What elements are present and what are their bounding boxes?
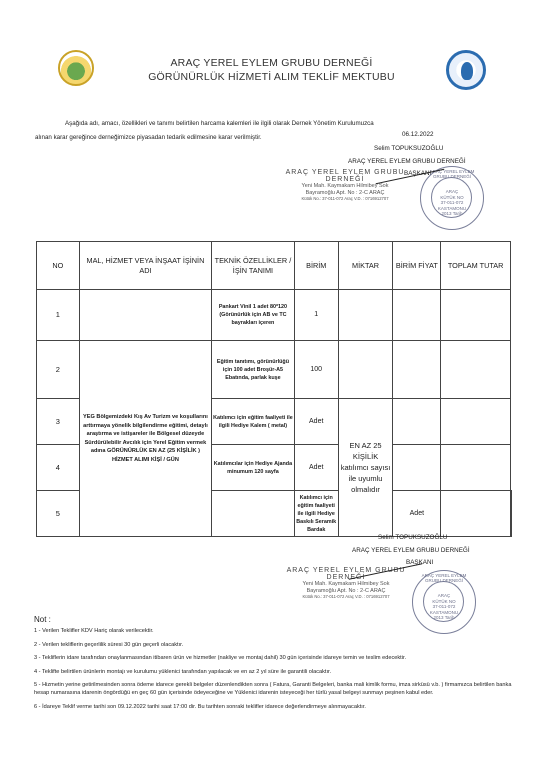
intro-line-2: alınan karar gereğince derneğimizce piyasadan tedarik edilmesine karar verilmiştir.: [35, 134, 262, 141]
notes-title: Not :: [34, 615, 51, 624]
round-stamp-bottom-ring-text: ARAÇ YEREL EYLEM GRUBU DERNEĞİ: [421, 573, 467, 583]
table-row: [37, 290, 512, 341]
row-unit: Adet: [393, 491, 441, 537]
row-no: 1: [37, 290, 80, 341]
signatory-bottom-title: BAŞKANI: [406, 559, 434, 566]
row-unit-price: [393, 341, 441, 399]
row-spec: Katılımcılar için Hediye Ajanda minumum 120 sayfa: [212, 445, 295, 491]
header-unit: BİRİM: [294, 242, 338, 290]
note-item: 6 - İdareye Teklif verme tarihi son 09.12.2022 tarihi saat 17:00 dir. Bu tarihten sonraki teklifler idarece değerlendirmeye alınmayacaktır.: [34, 703, 366, 710]
item-name-cell: YEG Bölgemizdeki Kış Av Turizm ve koşullarını arttırmaya yönelik bilgilendirme eğitimi, detaylı araştırma ve istişareler ile Bölgesel düzeyde Sürdürülebilir Avcılık için Yerel Eğitim vermek adına GÖRÜNÜRLÜK EN AZ (25 KİŞİLİK ) HİZMET ALIMI KİŞİ / GÜN: [79, 341, 211, 537]
header-qty: MİKTAR: [338, 242, 393, 290]
stamp-top-text: [275, 170, 415, 203]
stamp-bottom-tax: Kütük No.: 37-011-072 Araç V.D. : 0716912707: [302, 594, 390, 599]
row-no: 2: [37, 341, 80, 399]
stamp-top-address-2: Bayramoğlu Apt. No : 2-C ARAÇ: [305, 189, 385, 196]
notes-section: [34, 616, 524, 716]
signatory-bottom-name: Selim TOPUKSUZOĞLU: [378, 534, 448, 541]
header-total: TOPLAM TUTAR: [441, 242, 511, 290]
row-total: [511, 491, 512, 537]
row-total: [441, 399, 511, 445]
row-spec: Pankart Vinil 1 adet 80*120 (Görünürlük için AB ve TC bayrakları içeren: [212, 290, 295, 341]
row-spec: Katılımcı için eğitim faaliyeti ile ilgili Hediye Kalem ( metal): [212, 399, 295, 445]
row-unit: 1: [294, 290, 338, 341]
stamp-bottom-text: [276, 568, 416, 601]
note-item: 1 - Verilen Teklifler KDV Hariç olarak verilecektir.: [34, 628, 154, 634]
header-unit-price: BİRİM FİYAT: [393, 242, 441, 290]
document-header: [0, 56, 543, 84]
stamp-top-address-1: Yeni Mah. Kaymakam Hilmibey Sok: [301, 183, 389, 189]
row-spec: Katılımcı için eğitim faaliyeti ile ilgili Hediye Baskılı Seramik Bardak: [294, 491, 338, 537]
row-qty: [338, 290, 393, 341]
row-unit-price: [393, 399, 441, 445]
note-item: 3 - Tekliflerin idare tarafından onaylanmasından itibaren ürün ve hizmetler (nakliye ve montaj dahil) 30 gün içerisinde idareye temin ve teslim edecektir.: [34, 655, 407, 661]
merged-qty-cell: EN AZ 25 KİŞİLİK katılımcı sayısı ile uyumlu olmalıdır: [338, 399, 393, 537]
row-no: 5: [37, 491, 80, 537]
row-unit-price: [393, 445, 441, 491]
row-unit-price: [393, 290, 441, 341]
header-doc-title: GÖRÜNÜRLÜK HİZMETİ ALIM TEKLİF MEKTUBU: [148, 71, 395, 83]
stamp-bottom-name: ARAÇ YEREL EYLEM GRUBU DERNEĞİ: [286, 567, 406, 581]
intro-line-1: Aşağıda adı, amacı, özellikleri ve tanımı belirtilen harcama kalemleri ile ilgili olarak Dernek Yönetim Kurulumuzca: [65, 120, 374, 127]
round-stamp-top-ring-text: ARAÇ YEREL EYLEM GRUBU DERNEĞİ: [429, 169, 475, 179]
round-stamp-bottom-center: ARAÇ KÜTÜK NO 37-011-072 KASTAMONU 2013 Tarih: [429, 593, 459, 620]
row-total: [441, 290, 511, 341]
table-row: [37, 341, 512, 399]
stamp-top-tax: Kütük No.: 37-011-072 Araç V.D. : 0716912707: [301, 196, 389, 201]
note-item: 5 - Hizmetin yerine getirilmesinden sonra ödeme idarece gerekli belgeler düzenlendikten sonra ( Fatura, Garanti Belgeleri, banka mali kimlik formu, imza sirküsü v.b. ) firmamızca belirtilen banka hesap numarasına idarenin öngördüğü en geç 60 gün içerisinde ödeyeceğine ve Yüklenici idarenin isteyeceği her türlü yasal belgeyi sunmayı peşinen kabul eder.: [34, 682, 512, 696]
row-item-empty: [79, 290, 211, 341]
round-stamp-top-center: ARAÇ KÜTÜK NO 37-011-072 KASTAMONU 2013 Tarih: [437, 189, 467, 216]
row-qty: [338, 341, 393, 399]
row-total: [441, 445, 511, 491]
round-stamp-top: [420, 166, 484, 230]
note-item: 4 - Teklifte belirtilen ürünlerin montajı ve kurulumu yüklenici tarafından yapılacak ve en az 2 yıl süre ile garantili olacaktır.: [34, 668, 332, 675]
intro-text: [35, 117, 515, 145]
signatory-top-title: BAŞKANI: [404, 170, 432, 177]
signatory-top-org: ARAÇ YEREL EYLEM GRUBU DERNEĞİ: [348, 158, 466, 165]
stamp-bottom-address-2: Bayramoğlu Apt. No : 2-C ARAÇ: [306, 587, 386, 594]
row-unit: Adet: [294, 399, 338, 445]
stamp-top-name: ARAÇ YEREL EYLEM GRUBU DERNEĞİ: [285, 169, 405, 183]
row-item-empty: [212, 491, 295, 537]
stamp-bottom-address-1: Yeni Mah. Kaymakam Hilmibey Sok: [302, 581, 390, 587]
signatory-bottom-org: ARAÇ YEREL EYLEM GRUBU DERNEĞİ: [352, 547, 470, 554]
row-unit-price: [441, 491, 511, 537]
row-total: [441, 341, 511, 399]
header-item: MAL, HİZMET VEYA İNŞAAT İŞİNİN ADI: [79, 242, 211, 290]
row-spec: Eğitim tanıtımı, görünürlüğü için 100 adet Broşür-A5 Ebatında, parlak kuşe: [212, 341, 295, 399]
items-table: [36, 241, 512, 537]
note-item: 2 - Verilen tekliflerin geçerlilik süresi 30 gün geçerli olacaktır.: [34, 641, 184, 648]
header-no: NO: [37, 242, 80, 290]
signatory-top-name: Selim TOPUKSUZOĞLU: [374, 145, 444, 152]
row-unit: Adet: [294, 445, 338, 491]
row-no: 4: [37, 445, 80, 491]
header-spec: TEKNİK ÖZELLİKLER / İŞİN TANIMI: [212, 242, 295, 290]
document-date: 06.12.2022: [402, 131, 434, 138]
row-unit: 100: [294, 341, 338, 399]
row-no: 3: [37, 399, 80, 445]
header-org-name: ARAÇ YEREL EYLEM GRUBU DERNEĞİ: [170, 57, 373, 69]
table-header-row: [37, 242, 512, 290]
